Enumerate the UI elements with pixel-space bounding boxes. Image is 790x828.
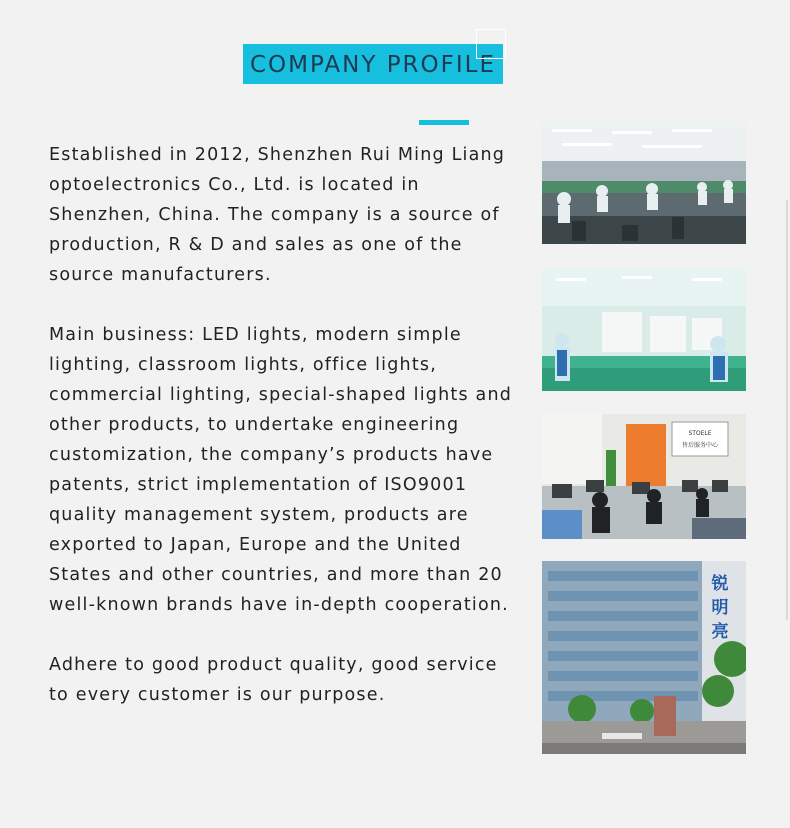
paragraph-purpose: Adhere to good product quality, good service to every customer is our purpose. [49,655,498,705]
page-title: COMPANY PROFILE [249,52,497,78]
photo-office [542,414,746,539]
photo-production-line [542,121,746,244]
office-sign-brand: STOELE [688,430,712,437]
title-corner-frame [476,29,506,59]
office-sign-service: 售后服务中心 [681,442,719,449]
building-sign-2: 明 [711,598,729,618]
building-sign-3: 亮 [711,622,729,642]
title-banner [243,44,503,84]
photo-clean-room [542,268,746,391]
profile-text [49,140,519,710]
building-sign-1: 锐 [711,574,729,594]
photo-building [542,561,746,754]
paragraph-intro: Established in 2012, Shenzhen Rui Ming Liang optoelectronics Co., Ltd. is located in Shenzhen, China. The company is a source of production, R & D and sales as one of the source manufacturers. [49,145,506,285]
paragraph-business: Main business: LED lights, modern simple lighting, classroom lights, office lights, commercial lighting, special-shaped lights and other products, to undertake engineering customization, the company’s products have patents, strict implementation of ISO9001 quality management system, products are exported to Japan, Europe and the United States and other countries, and more than 20 well-known brands have in-depth cooperation. [49,325,513,615]
accent-divider [419,120,469,125]
right-edge-line [786,200,788,620]
